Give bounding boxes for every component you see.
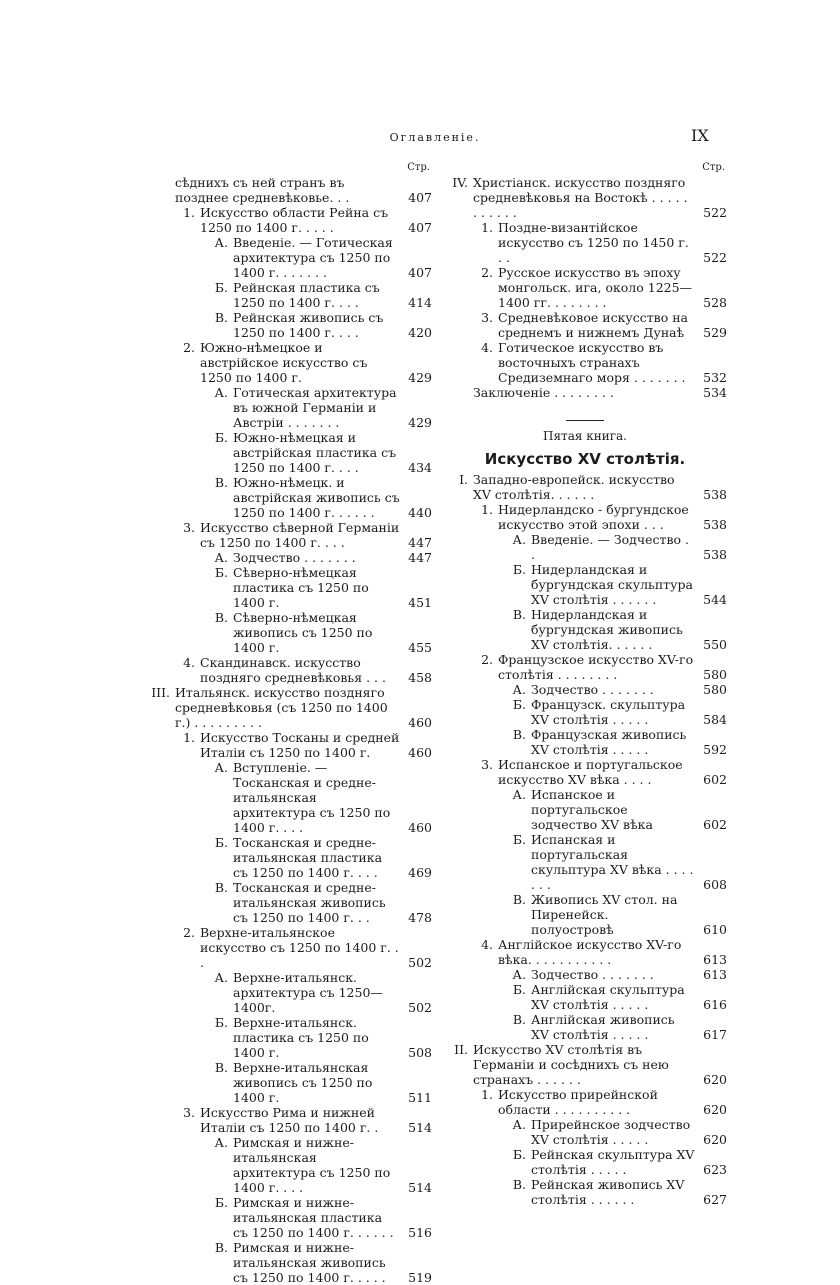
toc-entry-title: Римская и нижне-итальянская архитектура съ 1250 по 1400 г. . . .	[233, 1135, 391, 1195]
toc-entry-label: В.	[214, 1060, 228, 1075]
toc-entry-title: Англійская живопись XV столѣтія . . . . .	[531, 1012, 675, 1042]
toc-entry-title: Верхне-итальянск. архитектура съ 1250—1400г.	[233, 970, 383, 1015]
toc-entry-page: 460	[408, 820, 432, 835]
toc-entry	[145, 385, 432, 430]
toc-entry-page: 469	[408, 865, 432, 880]
toc-entry	[145, 685, 432, 730]
toc-entry	[443, 967, 727, 982]
toc-entry-title: Искусство прирейнской области . . . . . . . . . .	[498, 1087, 658, 1117]
toc-entry	[443, 832, 727, 892]
toc-entry-page: 613	[703, 952, 727, 967]
toc-entry	[443, 1117, 727, 1147]
toc-entry	[443, 682, 727, 697]
toc-entry	[145, 280, 432, 310]
toc-entry-page: 602	[703, 772, 727, 787]
toc-entry-label: А.	[214, 1135, 228, 1150]
toc-entry-title: Зодчество . . . . . . .	[233, 550, 356, 565]
toc-entry-title: Искусство XV столѣтія въ Германіи и сосѣднихъ съ нею странахъ . . . . . .	[473, 1042, 669, 1087]
toc-entry-title: Рейнская скульптура XV столѣтія . . . . .	[531, 1147, 695, 1177]
toc-entry	[443, 892, 727, 937]
toc-entry	[443, 562, 727, 607]
toc-entry-label: Б.	[512, 1147, 526, 1162]
toc-entry-title: Нидерландско - бургундское искусство этой эпохи . . .	[498, 502, 689, 532]
toc-entry-label: 3.	[183, 520, 195, 535]
toc-entry	[443, 265, 727, 310]
toc-entry-page: 407	[408, 265, 432, 280]
toc-entry-label: А.	[214, 550, 228, 565]
toc-entry	[443, 697, 727, 727]
toc-entry-label: IV.	[452, 175, 468, 190]
toc-entry-label: Б.	[214, 1015, 228, 1030]
page-number: IX	[691, 126, 709, 145]
toc-entry-title: Южно-нѣмецк. и австрійская живопись съ 1250 по 1400 г. . . . . .	[233, 475, 400, 520]
toc-entry-page: 514	[408, 1180, 432, 1195]
toc-entry-page: 538	[703, 547, 727, 562]
toc-entry-label: 1.	[183, 205, 195, 220]
toc-entry	[145, 1105, 432, 1135]
toc-entry-title: Рейнская живопись XV столѣтія . . . . . .	[531, 1177, 685, 1207]
toc-entry-title: Западно-европейск. искусство XV столѣтія. . . . . .	[473, 472, 675, 502]
toc-entry-page: 519	[408, 1270, 432, 1285]
toc-entry-page: 529	[703, 325, 727, 340]
toc-entry-label: А.	[512, 682, 526, 697]
toc-entry-title: Введеніе. — Зодчество . .	[531, 532, 689, 562]
toc-entry-title: Французское искусство XV-го столѣтія . . . . . . . .	[498, 652, 694, 682]
toc-entry-title: Южно-нѣмецкое и австрійское искусство съ 1250 по 1400 г.	[200, 340, 368, 385]
toc-entry-label: В.	[512, 1177, 526, 1192]
toc-entry-page: 407	[408, 190, 432, 205]
toc-entry-page: 613	[703, 967, 727, 982]
toc-entry-page: 610	[703, 922, 727, 937]
toc-entry-label: Б.	[512, 697, 526, 712]
toc-entry-label: В.	[214, 880, 228, 895]
toc-entry-page: 616	[703, 997, 727, 1012]
toc-entry-page: 538	[703, 487, 727, 502]
toc-entry-title: Верхне-итальянское искусство съ 1250 по 1400 г. . .	[200, 925, 399, 970]
toc-entry-page: 429	[408, 370, 432, 385]
toc-entry-page: 478	[408, 910, 432, 925]
toc-entry-page: 460	[408, 715, 432, 730]
toc-entry	[443, 1042, 727, 1087]
toc-entry-title: Искусство Тосканы и средней Италіи съ 1250 по 1400 г.	[200, 730, 400, 760]
toc-entry-label: В.	[214, 610, 228, 625]
toc-entry-label: 1.	[481, 220, 493, 235]
toc-entry-label: А.	[512, 787, 526, 802]
toc-entry-page: 602	[703, 817, 727, 832]
toc-entry-label: Б.	[512, 982, 526, 997]
toc-entry	[443, 727, 727, 757]
toc-entry	[443, 652, 727, 682]
section-divider	[566, 420, 604, 421]
toc-entry-label: I.	[459, 472, 468, 487]
toc-entry-page: 580	[703, 667, 727, 682]
toc-entry-label: А.	[512, 532, 526, 547]
toc-entry-title: Верхне-итальянск. пластика съ 1250 по 1400 г.	[233, 1015, 369, 1060]
toc-entry-label: А.	[214, 760, 228, 775]
toc-entry	[443, 982, 727, 1012]
toc-entry-page: 528	[703, 295, 727, 310]
toc-entry	[443, 757, 727, 787]
page-column-label: Стр.	[702, 162, 725, 173]
toc-entry	[443, 310, 727, 340]
toc-entry-page: 580	[703, 682, 727, 697]
toc-entry-label: В.	[512, 892, 526, 907]
toc-entry-label: 1.	[481, 1087, 493, 1102]
toc-entry-title: Искусство Рима и нижней Италіи съ 1250 по 1400 г. .	[200, 1105, 379, 1135]
toc-entry-label: 3.	[481, 310, 493, 325]
toc-entry-title: Христіанск. искусство поздняго средневѣковья на Востокѣ . . . . . . . . . . .	[473, 175, 688, 220]
toc-entry-page: 620	[703, 1102, 727, 1117]
toc-entry-title: Тосканская и средне-итальянская живопись съ 1250 по 1400 г. . .	[233, 880, 386, 925]
toc-entry-title: Испанское и португальское искусство XV вѣка . . . .	[498, 757, 683, 787]
toc-entry	[443, 1012, 727, 1042]
toc-entry	[145, 430, 432, 475]
toc-entry-title: Французская живопись XV столѣтія . . . . .	[531, 727, 687, 757]
toc-entry	[145, 565, 432, 610]
toc-column-left	[145, 160, 432, 1285]
toc-entry-label: 4.	[183, 655, 195, 670]
toc-entry-page: 623	[703, 1162, 727, 1177]
toc-entry	[145, 925, 432, 970]
toc-entry-label: 2.	[183, 925, 195, 940]
toc-entry-title: Готическое искусство въ восточныхъ странахъ Средиземнаго моря . . . . . . .	[498, 340, 686, 385]
toc-entry	[443, 787, 727, 832]
toc-entry-label: Б.	[214, 280, 228, 295]
toc-entry	[145, 235, 432, 280]
toc-entry	[145, 1195, 432, 1240]
toc-entry-title: сѣднихъ съ ней странъ въ позднее средневѣковье. . .	[175, 175, 350, 205]
toc-entry-label: III.	[151, 685, 170, 700]
toc-entry	[145, 1135, 432, 1195]
toc-entry-title: Верхне-итальянская живопись съ 1250 по 1400 г.	[233, 1060, 373, 1105]
running-title: Оглавленіе.	[389, 131, 481, 144]
toc-entry-page: 550	[703, 637, 727, 652]
toc-entry-page: 522	[703, 205, 727, 220]
toc-entry-title: Сѣверно-нѣмецкая пластика съ 1250 по 1400 г.	[233, 565, 369, 610]
toc-entry	[443, 532, 727, 562]
toc-entry-title: Нидерландская и бургундская живопись XV столѣтія. . . . . .	[531, 607, 683, 652]
toc-entry	[443, 502, 727, 532]
toc-entry-title: Французск. скульптура XV столѣтія . . . . .	[531, 697, 686, 727]
toc-entry-page: 434	[408, 460, 432, 475]
toc-entry-page: 460	[408, 745, 432, 760]
toc-entry-title: Зодчество . . . . . . .	[531, 682, 654, 697]
toc-entry-label: 1.	[481, 502, 493, 517]
toc-entry-label: А.	[214, 970, 228, 985]
toc-entry-page: 451	[408, 595, 432, 610]
toc-entry-page: 514	[408, 1120, 432, 1135]
toc-entry-page: 447	[408, 535, 432, 550]
book-title: Пятая книга.	[543, 429, 627, 443]
toc-entry	[443, 1147, 727, 1177]
toc-entry-page: 584	[703, 712, 727, 727]
toc-entry-title: Итальянск. искусство поздняго средневѣковья (съ 1250 по 1400 г.) . . . . . . . . .	[175, 685, 388, 730]
toc-entry	[145, 475, 432, 520]
toc-entry	[443, 175, 727, 220]
toc-entry-page: 532	[703, 370, 727, 385]
page-column-label: Стр.	[407, 162, 430, 173]
toc-entry	[145, 1060, 432, 1105]
toc-entry-title: Испанская и португальская скульптура XV вѣка . . . . . . .	[531, 832, 694, 892]
toc-entry-label: 4.	[481, 937, 493, 952]
toc-entry-label: Б.	[512, 832, 526, 847]
toc-entry-label: 3.	[183, 1105, 195, 1120]
toc-entry-title: Искусство области Рейна съ 1250 по 1400 г. . . . .	[200, 205, 389, 235]
toc-entry	[145, 970, 432, 1015]
toc-entry-page: 534	[703, 385, 727, 400]
toc-entry-page: 429	[408, 415, 432, 430]
toc-entry-label: Б.	[512, 562, 526, 577]
toc-entry	[443, 1087, 727, 1117]
toc-entry	[145, 550, 432, 565]
toc-entry-label: В.	[214, 1240, 228, 1255]
toc-entry-page: 420	[408, 325, 432, 340]
toc-entry-title: Поздне-византійское искусство съ 1250 по 1450 г. . .	[498, 220, 689, 265]
toc-entry-page: 516	[408, 1225, 432, 1240]
toc-entry-label: В.	[512, 1012, 526, 1027]
toc-entry	[145, 205, 432, 235]
toc-entry-label: В.	[214, 475, 228, 490]
toc-entry-page: 407	[408, 220, 432, 235]
toc-entry-page: 608	[703, 877, 727, 892]
toc-entry-title: Рейнская пластика съ 1250 по 1400 г. . . .	[233, 280, 380, 310]
toc-entry-page: 620	[703, 1132, 727, 1147]
toc-entry-label: А.	[214, 235, 228, 250]
toc-entry-page: 617	[703, 1027, 727, 1042]
toc-entry-title: Рейнская живопись съ 1250 по 1400 г. . . .	[233, 310, 384, 340]
toc-entry-title: Зодчество . . . . . . .	[531, 967, 654, 982]
toc-entry-title: Средневѣковое искусство на среднемъ и нижнемъ Дунаѣ	[498, 310, 688, 340]
toc-entry-page: 455	[408, 640, 432, 655]
toc-entry	[145, 310, 432, 340]
toc-entry-label: Б.	[214, 1195, 228, 1210]
toc-entry	[145, 1240, 432, 1285]
toc-entry	[145, 655, 432, 685]
toc-entry-title: Готическая архитектура въ южной Германіи и Австріи . . . . . . .	[233, 385, 397, 430]
toc-entry-page: 447	[408, 550, 432, 565]
toc-list-right-book-five	[443, 472, 727, 1207]
toc-entry-label: А.	[512, 967, 526, 982]
toc-entry-page: 544	[703, 592, 727, 607]
toc-entry-label: 2.	[481, 265, 493, 280]
toc-entry-title: Испанское и португальское зодчество XV вѣка	[531, 787, 653, 832]
toc-entry-label: Б.	[214, 835, 228, 850]
toc-entry-label: 4.	[481, 340, 493, 355]
toc-entry	[443, 607, 727, 652]
toc-entry	[145, 880, 432, 925]
toc-entry-title: Англійская скульптура XV столѣтія . . . . .	[531, 982, 685, 1012]
toc-entry	[145, 835, 432, 880]
toc-entry-title: Заключеніе . . . . . . . .	[473, 385, 614, 400]
toc-entry-title: Тосканская и средне-итальянская пластика съ 1250 по 1400 г. . . .	[233, 835, 383, 880]
toc-entry-title: Римская и нижне-итальянская живопись съ 1250 по 1400 г. . . . .	[233, 1240, 386, 1285]
toc-entry-title: Южно-нѣмецкая и австрійская пластика съ 1250 по 1400 г. . . .	[233, 430, 397, 475]
toc-entry	[145, 1015, 432, 1060]
toc-entry-page: 592	[703, 742, 727, 757]
toc-entry	[145, 730, 432, 760]
toc-entry-label: Б.	[214, 565, 228, 580]
toc-entry	[145, 760, 432, 835]
toc-entry	[443, 1177, 727, 1207]
toc-entry-page: 502	[408, 1000, 432, 1015]
toc-entry-page: 414	[408, 295, 432, 310]
toc-entry-label: 1.	[183, 730, 195, 745]
toc-list-right-part-four	[443, 175, 727, 400]
toc-entry	[145, 340, 432, 385]
toc-entry-page: 502	[408, 955, 432, 970]
toc-entry	[443, 340, 727, 385]
toc-entry-page: 458	[408, 670, 432, 685]
toc-entry-label: В.	[214, 310, 228, 325]
toc-entry	[443, 937, 727, 967]
toc-list-left	[145, 175, 432, 1285]
toc-entry-page: 511	[408, 1090, 432, 1105]
toc-entry-label: В.	[512, 727, 526, 742]
toc-entry-page: 440	[408, 505, 432, 520]
toc-entry-title: Прирейнское зодчество XV столѣтія . . . . .	[531, 1117, 691, 1147]
toc-entry-title: Живопись XV стол. на Пиренейск. полуостровѣ	[531, 892, 678, 937]
toc-entry-title: Нидерландская и бургундская скульптура XV столѣтія . . . . . .	[531, 562, 693, 607]
toc-entry-title: Англійское искусство XV-го вѣка. . . . . . . . . . .	[498, 937, 682, 967]
toc-entry-label: 2.	[183, 340, 195, 355]
toc-entry-page: 522	[703, 250, 727, 265]
toc-entry	[443, 472, 727, 502]
toc-entry-title: Искусство сѣверной Германіи съ 1250 по 1400 г. . . .	[200, 520, 400, 550]
toc-entry	[443, 220, 727, 265]
toc-entry	[145, 520, 432, 550]
toc-entry-label: 3.	[481, 757, 493, 772]
toc-entry-label: II.	[454, 1042, 468, 1057]
book-subtitle: Искусство XV столѣтія.	[484, 450, 686, 468]
toc-column-right	[443, 160, 727, 1207]
toc-entry-page: 538	[703, 517, 727, 532]
toc-entry-title: Русское искусство въ эпоху монгольск. ига, около 1225—1400 гг. . . . . . . .	[498, 265, 693, 310]
toc-entry-label: А.	[512, 1117, 526, 1132]
toc-entry-title: Скандинавск. искусство поздняго средневѣковья . . .	[200, 655, 386, 685]
toc-entry	[145, 175, 432, 205]
toc-entry	[145, 610, 432, 655]
toc-entry-page: 508	[408, 1045, 432, 1060]
toc-entry-title: Римская и нижне-итальянская пластика съ 1250 по 1400 г. . . . . .	[233, 1195, 394, 1240]
toc-entry	[443, 385, 727, 400]
toc-entry-title: Сѣверно-нѣмецкая живопись съ 1250 по 1400 г.	[233, 610, 373, 655]
toc-entry-page: 620	[703, 1072, 727, 1087]
toc-entry-title: Введеніе. — Готическая архитектура съ 1250 по 1400 г. . . . . . .	[233, 235, 393, 280]
toc-entry-label: 2.	[481, 652, 493, 667]
toc-entry-page: 627	[703, 1192, 727, 1207]
toc-entry-label: Б.	[214, 430, 228, 445]
toc-entry-label: А.	[214, 385, 228, 400]
toc-entry-title: Вступленіе. — Тосканская и средне-итальянская архитектура съ 1250 по 1400 г. . . .	[233, 760, 391, 835]
toc-entry-label: В.	[512, 607, 526, 622]
